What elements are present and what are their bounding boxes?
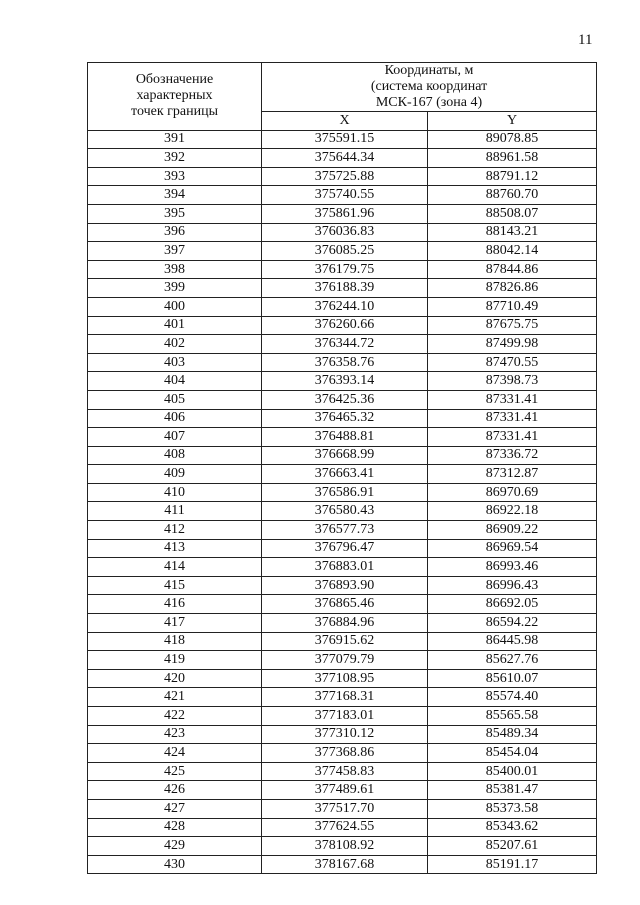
x-coordinate-cell: 375861.96 [262, 204, 428, 223]
y-coordinate-cell: 85574.40 [428, 688, 597, 707]
point-number-cell: 407 [88, 428, 262, 447]
point-number-cell: 408 [88, 446, 262, 465]
coordinates-table [87, 62, 597, 874]
y-coordinate-cell: 85627.76 [428, 651, 597, 670]
point-number-cell: 417 [88, 614, 262, 633]
y-column-header: Y [428, 112, 597, 131]
x-coordinate-cell: 376488.81 [262, 428, 428, 447]
coordinates-column-header [262, 63, 597, 112]
x-coordinate-cell: 376244.10 [262, 297, 428, 316]
point-number-cell: 403 [88, 353, 262, 372]
point-number-cell: 430 [88, 855, 262, 874]
x-coordinate-cell: 376663.41 [262, 465, 428, 484]
x-coordinate-cell: 376865.46 [262, 595, 428, 614]
point-number-cell: 421 [88, 688, 262, 707]
x-coordinate-cell: 376883.01 [262, 558, 428, 577]
table-row [88, 297, 597, 316]
point-number-cell: 400 [88, 297, 262, 316]
point-number-cell: 424 [88, 744, 262, 763]
x-coordinate-cell: 377183.01 [262, 707, 428, 726]
table-row [88, 725, 597, 744]
table-row [88, 242, 597, 261]
x-coordinate-cell: 377108.95 [262, 669, 428, 688]
x-coordinate-cell: 376796.47 [262, 539, 428, 558]
y-coordinate-cell: 87331.41 [428, 428, 597, 447]
x-coordinate-cell: 377310.12 [262, 725, 428, 744]
table-row [88, 744, 597, 763]
x-coordinate-cell: 377168.31 [262, 688, 428, 707]
table-row [88, 260, 597, 279]
y-coordinate-cell: 86970.69 [428, 483, 597, 502]
table-header-row [88, 63, 597, 112]
y-coordinate-cell: 86969.54 [428, 539, 597, 558]
table-row [88, 372, 597, 391]
y-coordinate-cell: 85400.01 [428, 762, 597, 781]
points-column-header [88, 63, 262, 131]
table-row [88, 799, 597, 818]
points-header-line: Обозначение [135, 72, 214, 88]
y-coordinate-cell: 85454.04 [428, 744, 597, 763]
x-coordinate-cell: 376036.83 [262, 223, 428, 242]
x-coordinate-cell: 376586.91 [262, 483, 428, 502]
x-coordinate-cell: 376580.43 [262, 502, 428, 521]
table-row [88, 223, 597, 242]
table-row [88, 614, 597, 633]
y-coordinate-cell: 85373.58 [428, 799, 597, 818]
y-coordinate-cell: 87844.86 [428, 260, 597, 279]
y-coordinate-cell: 87312.87 [428, 465, 597, 484]
point-number-cell: 409 [88, 465, 262, 484]
x-coordinate-cell: 376085.25 [262, 242, 428, 261]
x-coordinate-cell: 377489.61 [262, 781, 428, 800]
y-coordinate-cell: 85489.34 [428, 725, 597, 744]
x-coordinate-cell: 376465.32 [262, 409, 428, 428]
x-coordinate-cell: 376668.99 [262, 446, 428, 465]
x-coordinate-cell: 376915.62 [262, 632, 428, 651]
y-coordinate-cell: 88508.07 [428, 204, 597, 223]
point-number-cell: 398 [88, 260, 262, 279]
point-number-cell: 396 [88, 223, 262, 242]
coords-header-line: МСК-167 (зона 4) [375, 95, 483, 110]
table-row [88, 818, 597, 837]
y-coordinate-cell: 85565.58 [428, 707, 597, 726]
table-row [88, 521, 597, 540]
y-coordinate-cell: 85381.47 [428, 781, 597, 800]
point-number-cell: 402 [88, 335, 262, 354]
y-coordinate-cell: 87826.86 [428, 279, 597, 298]
x-coordinate-cell: 375725.88 [262, 167, 428, 186]
y-coordinate-cell: 85610.07 [428, 669, 597, 688]
table-row [88, 335, 597, 354]
point-number-cell: 399 [88, 279, 262, 298]
table-row [88, 855, 597, 874]
y-coordinate-cell: 86445.98 [428, 632, 597, 651]
x-coordinate-cell: 375740.55 [262, 186, 428, 205]
x-coordinate-cell: 376179.75 [262, 260, 428, 279]
y-coordinate-cell: 87398.73 [428, 372, 597, 391]
y-coordinate-cell: 87470.55 [428, 353, 597, 372]
x-coordinate-cell: 376884.96 [262, 614, 428, 633]
y-coordinate-cell: 88143.21 [428, 223, 597, 242]
page-number: 11 [578, 32, 593, 48]
table-row [88, 390, 597, 409]
table-row [88, 316, 597, 335]
x-coordinate-cell: 377624.55 [262, 818, 428, 837]
table-row [88, 428, 597, 447]
table-row [88, 539, 597, 558]
table-row [88, 204, 597, 223]
table-row [88, 130, 597, 149]
x-coordinate-cell: 376260.66 [262, 316, 428, 335]
table-row [88, 837, 597, 856]
point-number-cell: 406 [88, 409, 262, 428]
points-header-line: точек границы [131, 104, 218, 120]
table-row [88, 502, 597, 521]
table-row [88, 632, 597, 651]
table-row [88, 576, 597, 595]
table-row [88, 781, 597, 800]
point-number-cell: 414 [88, 558, 262, 577]
y-coordinate-cell: 89078.85 [428, 130, 597, 149]
point-number-cell: 429 [88, 837, 262, 856]
x-coordinate-cell: 378108.92 [262, 837, 428, 856]
table-row [88, 688, 597, 707]
point-number-cell: 427 [88, 799, 262, 818]
y-coordinate-cell: 87331.41 [428, 409, 597, 428]
y-coordinate-cell: 86993.46 [428, 558, 597, 577]
point-number-cell: 428 [88, 818, 262, 837]
x-coordinate-cell: 376893.90 [262, 576, 428, 595]
y-coordinate-cell: 88791.12 [428, 167, 597, 186]
y-coordinate-cell: 88760.70 [428, 186, 597, 205]
table-body [88, 130, 597, 874]
y-coordinate-cell: 87710.49 [428, 297, 597, 316]
table-row [88, 279, 597, 298]
point-number-cell: 418 [88, 632, 262, 651]
table-row [88, 558, 597, 577]
x-column-header: X [262, 112, 428, 131]
y-coordinate-cell: 87499.98 [428, 335, 597, 354]
coords-header-line: (система координат [370, 79, 488, 94]
x-coordinate-cell: 376577.73 [262, 521, 428, 540]
y-coordinate-cell: 88042.14 [428, 242, 597, 261]
table-row [88, 353, 597, 372]
y-coordinate-cell: 86692.05 [428, 595, 597, 614]
x-coordinate-cell: 377368.86 [262, 744, 428, 763]
y-coordinate-cell: 87336.72 [428, 446, 597, 465]
y-coordinate-cell: 86922.18 [428, 502, 597, 521]
x-coordinate-cell: 377079.79 [262, 651, 428, 670]
table-row [88, 167, 597, 186]
point-number-cell: 415 [88, 576, 262, 595]
point-number-cell: 410 [88, 483, 262, 502]
points-header-line: характерных [136, 88, 213, 104]
x-coordinate-cell: 377517.70 [262, 799, 428, 818]
point-number-cell: 394 [88, 186, 262, 205]
table-row [88, 409, 597, 428]
x-coordinate-cell: 376344.72 [262, 335, 428, 354]
table-row [88, 707, 597, 726]
y-coordinate-cell: 85191.17 [428, 855, 597, 874]
x-coordinate-cell: 376188.39 [262, 279, 428, 298]
point-number-cell: 425 [88, 762, 262, 781]
point-number-cell: 420 [88, 669, 262, 688]
point-number-cell: 391 [88, 130, 262, 149]
table-row [88, 446, 597, 465]
y-coordinate-cell: 85343.62 [428, 818, 597, 837]
coords-header-line: Координаты, м [384, 63, 474, 78]
point-number-cell: 395 [88, 204, 262, 223]
x-coordinate-cell: 375644.34 [262, 149, 428, 168]
y-coordinate-cell: 88961.58 [428, 149, 597, 168]
y-coordinate-cell: 86909.22 [428, 521, 597, 540]
x-coordinate-cell: 376358.76 [262, 353, 428, 372]
point-number-cell: 404 [88, 372, 262, 391]
point-number-cell: 419 [88, 651, 262, 670]
point-number-cell: 401 [88, 316, 262, 335]
y-coordinate-cell: 86996.43 [428, 576, 597, 595]
table-row [88, 465, 597, 484]
point-number-cell: 392 [88, 149, 262, 168]
point-number-cell: 397 [88, 242, 262, 261]
point-number-cell: 393 [88, 167, 262, 186]
table-row [88, 651, 597, 670]
y-coordinate-cell: 87675.75 [428, 316, 597, 335]
y-coordinate-cell: 86594.22 [428, 614, 597, 633]
y-coordinate-cell: 87331.41 [428, 390, 597, 409]
point-number-cell: 411 [88, 502, 262, 521]
table-row [88, 149, 597, 168]
point-number-cell: 426 [88, 781, 262, 800]
x-coordinate-cell: 376425.36 [262, 390, 428, 409]
x-coordinate-cell: 378167.68 [262, 855, 428, 874]
point-number-cell: 423 [88, 725, 262, 744]
x-coordinate-cell: 375591.15 [262, 130, 428, 149]
table-row [88, 669, 597, 688]
table-row [88, 186, 597, 205]
table-row [88, 483, 597, 502]
point-number-cell: 422 [88, 707, 262, 726]
point-number-cell: 416 [88, 595, 262, 614]
point-number-cell: 413 [88, 539, 262, 558]
point-number-cell: 405 [88, 390, 262, 409]
table-row [88, 762, 597, 781]
y-coordinate-cell: 85207.61 [428, 837, 597, 856]
point-number-cell: 412 [88, 521, 262, 540]
x-coordinate-cell: 376393.14 [262, 372, 428, 391]
x-coordinate-cell: 377458.83 [262, 762, 428, 781]
table-row [88, 595, 597, 614]
